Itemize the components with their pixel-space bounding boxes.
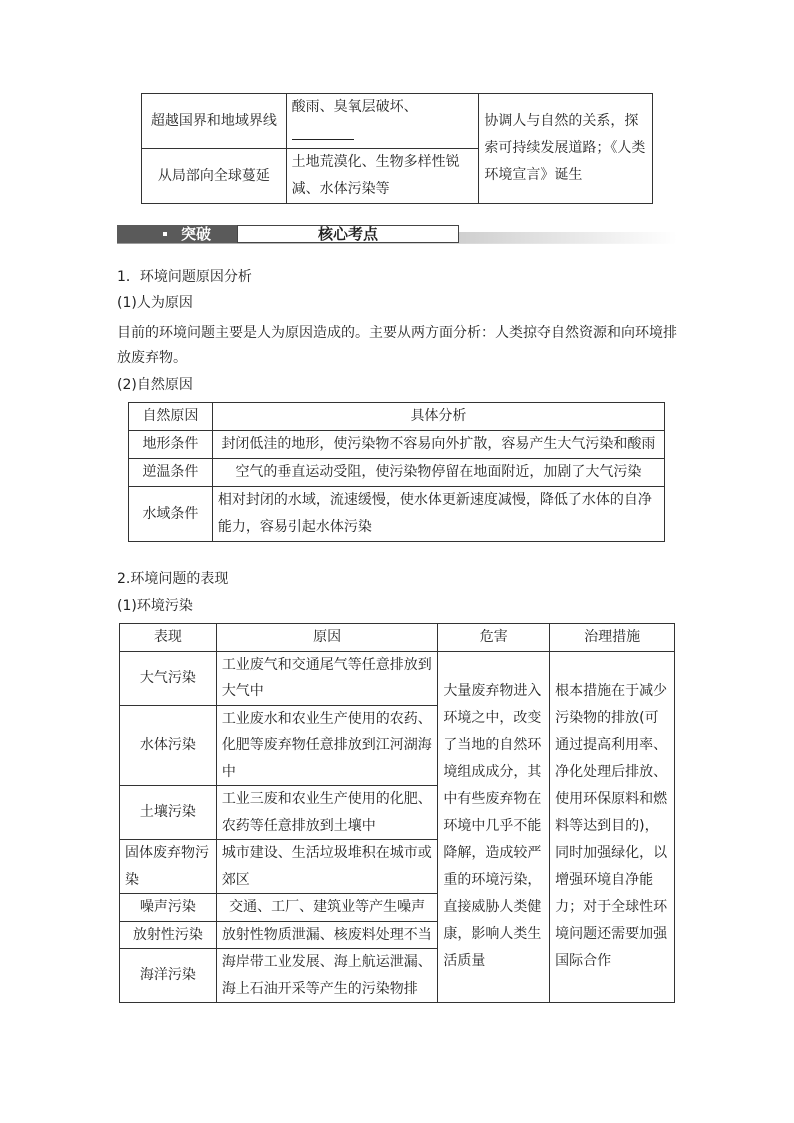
subheading: (2)自然原因 — [117, 377, 193, 393]
paragraph-line: 放废弃物。 — [117, 350, 187, 366]
table-cell: 噪声污染 — [120, 894, 217, 922]
pollution-table — [119, 623, 675, 1003]
table-row — [120, 651, 675, 705]
column-header: 自然原因 — [129, 403, 213, 431]
square-bullet-icon — [163, 232, 167, 236]
table-cell: 工业废气和交通尾气等任意排放到大气中 — [216, 651, 438, 705]
column-header: 表现 — [120, 624, 217, 652]
table-header-row — [120, 624, 675, 652]
subheading: (1)环境污染 — [117, 598, 193, 614]
table-cell: 空气的垂直运动受阻，使污染物停留在地面附近，加剧了大气污染 — [212, 459, 664, 487]
table-cell: 城市建设、生活垃圾堆积在城市或郊区 — [216, 840, 438, 894]
column-header: 危害 — [438, 624, 550, 652]
column-header: 治理措施 — [550, 624, 675, 652]
table-row — [129, 487, 665, 542]
table-cell: 水域条件 — [129, 487, 213, 542]
measures-cell: 根本措施在于减少污染物的排放(可通过提高利用率、净化处理后排放、使用环保原料和燃料等达到目的)，同时加强绿化，以增强环境自净能力；对于全球性环境问题还需要加强国际合作 — [550, 651, 675, 1003]
table-cell: 地形条件 — [129, 431, 213, 459]
table-cell: 海岸带工业发展、海上航运泄漏、海上石油开采等产生的污染物排 — [216, 949, 438, 1003]
column-header: 具体分析 — [212, 403, 664, 431]
table-row — [142, 94, 653, 149]
section-heading: 1．环境问题原因分析 — [117, 269, 252, 285]
subheading: (1)人为原因 — [117, 295, 193, 311]
table-cell: 大气污染 — [120, 651, 217, 705]
table-row — [129, 459, 665, 487]
table-cell: 协调人与自然的关系，探索可持续发展道路；《人类环境宣言》诞生 — [479, 94, 653, 204]
table-cell: 相对封闭的水域，流速缓慢，使水体更新速度减慢，降低了水体的自净能力，容易引起水体污染 — [212, 487, 664, 542]
natural-causes-table — [128, 402, 665, 542]
table-cell — [286, 94, 479, 149]
table-cell: 固体废弃物污染 — [120, 840, 217, 894]
table-cell: 工业三废和农业生产使用的化肥、农药等任意排放到土壤中 — [216, 786, 438, 840]
table-cell: 土壤污染 — [120, 786, 217, 840]
cell-text: 酸雨、臭氧层破坏、 — [291, 99, 418, 115]
table-cell: 放射性污染 — [120, 921, 217, 949]
table-cell: 从局部向全球蔓延 — [142, 149, 287, 204]
table-header-row — [129, 403, 665, 431]
banner-tag-text: 突破 — [181, 225, 212, 243]
table-cell: 土地荒漠化、生物多样性锐减、水体污染等 — [286, 149, 479, 204]
banner-title: 核心考点 — [237, 225, 459, 243]
global-problems-table — [141, 93, 653, 204]
banner-tag — [117, 225, 237, 243]
harm-cell: 大量废弃物进入环境之中，改变了当地的自然环境组成成分，其中有些废弃物在环境中几乎不能降解，造成较严重的环境污染，直接威胁人类健康，影响人类生活质量 — [438, 651, 550, 1003]
table-cell: 超越国界和地域界线 — [142, 94, 287, 149]
table-cell: 水体污染 — [120, 705, 217, 786]
table-cell: 封闭低洼的地形，使污染物不容易向外扩散，容易产生大气污染和酸雨 — [212, 431, 664, 459]
table-row — [129, 431, 665, 459]
paragraph-line: 目前的环境问题主要是人为原因造成的。主要从两方面分析：人类掠夺自然资源和向环境排 — [117, 325, 677, 341]
table-cell: 逆温条件 — [129, 459, 213, 487]
section-banner — [117, 224, 677, 244]
table-cell: 工业废水和农业生产使用的农药、化肥等废弃物任意排放到江河湖海中 — [216, 705, 438, 786]
column-header: 原因 — [216, 624, 438, 652]
fill-in-blank — [292, 125, 354, 140]
banner-underline — [117, 243, 677, 244]
section-heading: 2.环境问题的表现 — [117, 571, 229, 587]
table-cell: 海洋污染 — [120, 949, 217, 1003]
table-cell: 交通、工厂、建筑业等产生噪声 — [216, 894, 438, 922]
table-cell: 放射性物质泄漏、核废料处理不当 — [216, 921, 438, 949]
